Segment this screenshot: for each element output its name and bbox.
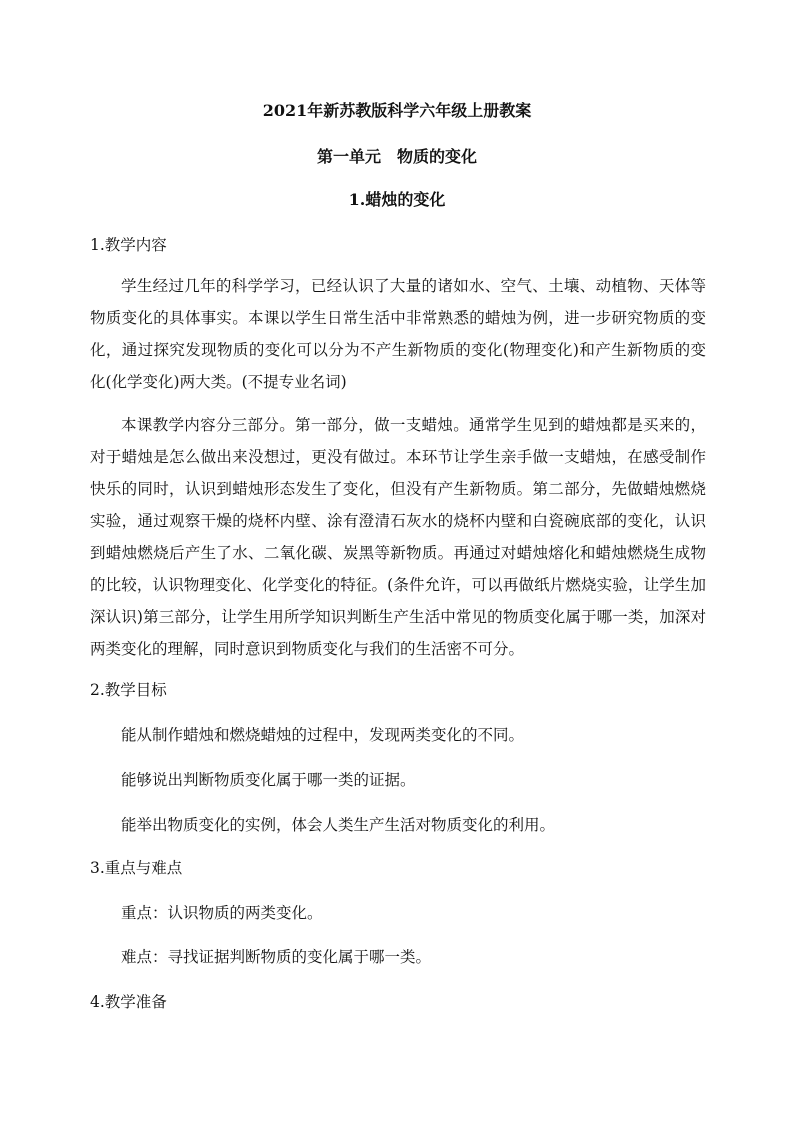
section-heading-content: 1.教学内容	[90, 236, 167, 254]
unit-title: 第一单元 物质的变化	[316, 147, 477, 166]
goal-item: 能够说出判断物质变化属于哪一类的证据。	[121, 771, 416, 789]
keypoint-item: 难点：寻找证据判断物质的变化属于哪一类。	[121, 948, 432, 966]
goal-item: 能从制作蜡烛和燃烧蜡烛的过程中，发现两类变化的不同。	[121, 726, 525, 744]
section-heading-goals: 2.教学目标	[90, 681, 167, 699]
content-paragraph-1: 学生经过几年的科学学习，已经认识了大量的诸如水、空气、土壤、动植物、天体等物质变化的具体事实。本课以学生日常生活中非常熟悉的蜡烛为例，进一步研究物质的变化，通过探究发现物质的变化可以分为不产生新物质的变化(物理变化)和产生新物质的变化(化学变化)两大类。(不提专业名词)	[90, 277, 706, 391]
keypoint-item: 重点：认识物质的两类变化。	[121, 904, 323, 922]
section-heading-prep: 4.教学准备	[90, 993, 167, 1011]
section-heading-keypoints: 3.重点与难点	[90, 859, 183, 877]
goal-item: 能举出物质变化的实例，体会人类生产生活对物质变化的利用。	[121, 816, 556, 834]
lesson-title: 1.蜡烛的变化	[348, 190, 446, 209]
content-paragraph-2: 本课教学内容分三部分。第一部分，做一支蜡烛。通常学生见到的蜡烛都是买来的，对于蜡烛是怎么做出来没想过，更没有做过。本环节让学生亲手做一支蜡烛，在感受制作快乐的同时，认识到蜡烛形态发生了变化，但没有产生新物质。第二部分，先做蜡烛燃烧实验，通过观察干燥的烧杯内壁、涂有澄清石灰水的烧杯内壁和白瓷碗底部的变化，认识到蜡烛燃烧后产生了水、二氧化碳、炭黑等新物质。再通过对蜡烛熔化和蜡烛燃烧生成物的比较，认识物理变化、化学变化的特征。(条件允许，可以再做纸片燃烧实验，让学生加深认识)第三部分，让学生用所学知识判断生产生活中常见的物质变化属于哪一类，加深对两类变化的理解，同时意识到物质变化与我们的生活密不可分。	[90, 416, 706, 658]
document-title: 2021年新苏教版科学六年级上册教案	[262, 101, 532, 120]
